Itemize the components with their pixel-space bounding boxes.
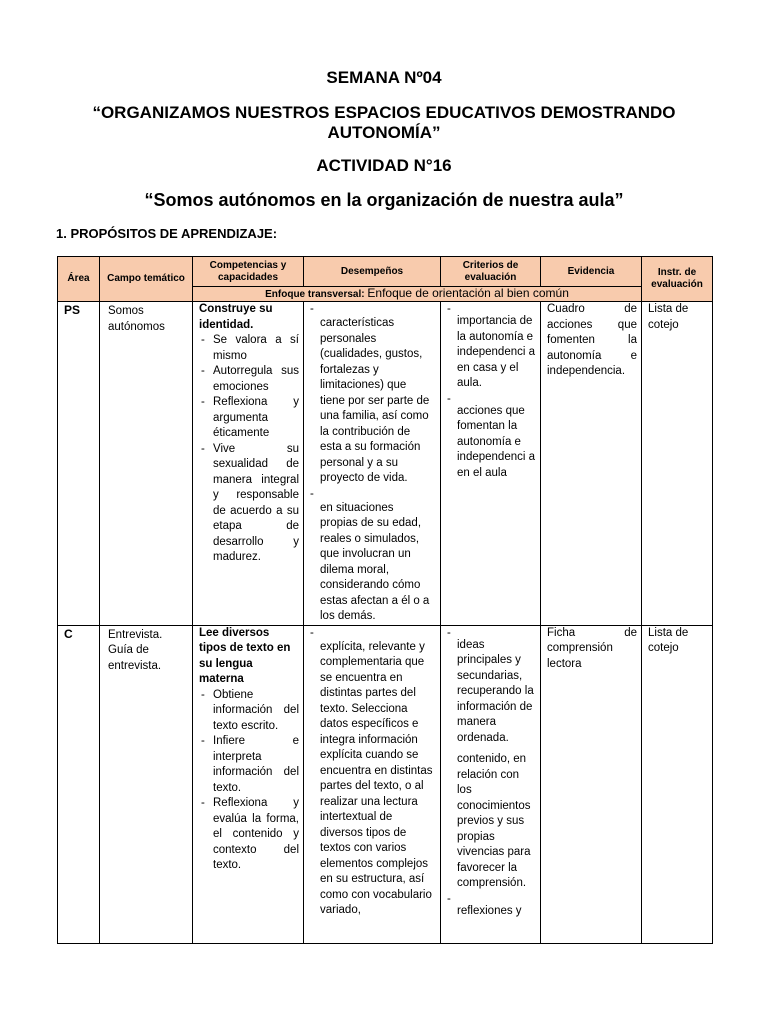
enfoque-value: Enfoque de orientación al bien común bbox=[367, 286, 569, 300]
criterio-item: ideas principales y secundarias, recuperando la información de manera ordenada. bbox=[457, 638, 534, 744]
desempenos-cell bbox=[304, 302, 441, 626]
capacidad-item: - Reflexiona y argumenta éticamente bbox=[199, 395, 299, 442]
bullet-dash: - bbox=[310, 487, 314, 500]
table-row bbox=[58, 302, 713, 626]
header-campo: Campo temático bbox=[100, 257, 193, 302]
header-area: Área bbox=[58, 257, 100, 302]
purposes-table bbox=[57, 256, 713, 944]
competencia-title: Construye su identidad. bbox=[199, 303, 273, 331]
competencia-title: Lee diversos tipos de texto en su lengua materna bbox=[199, 626, 291, 685]
enfoque-cell bbox=[193, 287, 642, 302]
week-title: SEMANA Nº04 bbox=[326, 68, 442, 87]
bullet-dash: - bbox=[310, 303, 314, 315]
desempeno-item: características personales (cualidades, gustos, fortalezas y limitaciones) que tiene por ser parte de una familia, así como la contribución de esta a su formación personal y a su proyecto de vida. bbox=[320, 317, 430, 484]
activity-number: ACTIVIDAD N°16 bbox=[316, 156, 452, 175]
evidencia-cell: Cuadro de acciones que fomenten la autonomía e independencia. bbox=[541, 302, 642, 626]
bullet-dash: - bbox=[310, 626, 314, 639]
desempenos-cell bbox=[304, 625, 441, 943]
unit-title: “ORGANIZAMOS NUESTROS ESPACIOS EDUCATIVOS DEMOSTRANDO AUTONOMÍA” bbox=[92, 103, 676, 142]
bullet-dash: - bbox=[447, 626, 451, 639]
criterios-cell bbox=[441, 302, 541, 626]
criterio-item: acciones que fomentan la autonomía e independenci a en el aula bbox=[457, 404, 536, 479]
criterios-cell bbox=[441, 625, 541, 943]
header-evidencia: Evidencia bbox=[541, 257, 642, 287]
criterio-item: contenido, en relación con los conocimientos previos y sus propias vivencias para favorecer la comprensión. bbox=[457, 753, 531, 889]
capacidad-item: - Obtiene información del texto escrito. bbox=[199, 688, 299, 735]
instrumento-cell: Lista de cotejo bbox=[642, 302, 713, 626]
bullet-dash: - bbox=[447, 303, 451, 315]
capacidad-item: - Se valora a sí mismo bbox=[199, 333, 299, 364]
header-criterios: Criterios de evaluación bbox=[441, 257, 541, 287]
evidencia-cell: Ficha de comprensión lectora bbox=[541, 625, 642, 943]
instrumento-cell: Lista de cotejo bbox=[642, 625, 713, 943]
bullet-dash: - bbox=[447, 892, 451, 905]
desempeno-item: en situaciones propias de su edad, reales o simulados, que involucran un dilema moral, considerando cómo estas afectan a él o a los demás. bbox=[320, 501, 430, 622]
competencias-cell bbox=[193, 302, 304, 626]
area-cell: PS bbox=[58, 302, 100, 626]
campo-cell: Entrevista. Guía de entrevista. bbox=[100, 625, 193, 943]
capacidad-item: - Reflexiona y evalúa la forma, el contenido y contexto del texto. bbox=[199, 796, 299, 874]
header-desempenos: Desempeños bbox=[304, 257, 441, 287]
table-row bbox=[58, 625, 713, 943]
capacidad-item: - Infiere e interpreta información del texto. bbox=[199, 734, 299, 796]
desempeno-item: explícita, relevante y complementaria que se encuentra en distintas partes del texto. Selecciona datos específicos e integra información explícita cuando se encuentra en distintas partes del texto, o al realizar una lectura intertextual de diversos tipos de textos con varios elementos complejos en su estructura, así como con vocabulario variado, bbox=[320, 640, 433, 916]
section-title: 1. PROPÓSITOS DE APRENDIZAJE: bbox=[56, 226, 278, 241]
competencias-cell bbox=[193, 625, 304, 943]
bullet-dash: - bbox=[447, 392, 451, 405]
area-cell: C bbox=[58, 625, 100, 943]
capacidad-item: - Vive su sexualidad de manera integral y responsable de acuerdo a su etapa de desarrollo y madurez. bbox=[199, 442, 299, 566]
header-instr: Instr. de evaluación bbox=[642, 257, 713, 302]
capacidad-item: - Autorregula sus emociones bbox=[199, 364, 299, 395]
table-header-row bbox=[58, 257, 713, 287]
criterio-item: reflexiones y bbox=[457, 904, 522, 917]
criterio-item: importancia de la autonomía e independenci a en casa y el aula. bbox=[457, 315, 536, 389]
campo-cell: Somos autónomos bbox=[100, 302, 193, 626]
activity-title: “Somos autónomos en la organización de nuestra aula” bbox=[144, 190, 624, 210]
header-competencias: Competencias y capacidades bbox=[193, 257, 304, 287]
enfoque-label: Enfoque transversal: bbox=[265, 289, 365, 300]
